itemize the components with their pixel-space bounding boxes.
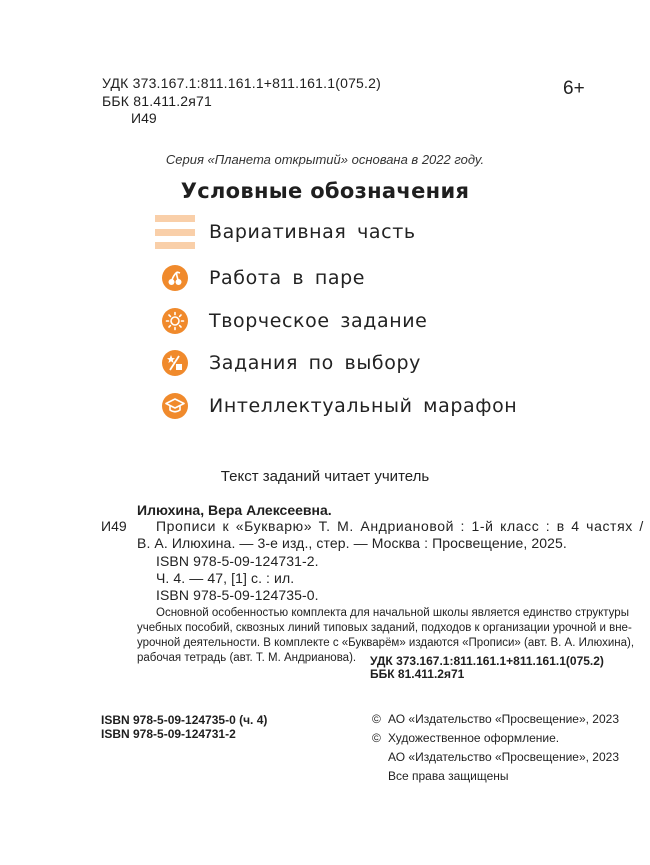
catalog-part: Ч. 4. — 47, [1] с. : ил. — [156, 570, 295, 586]
footer-isbn: ISBN 978-5-09-124731-2 — [101, 727, 236, 741]
legend-label: Вариативная часть — [209, 221, 416, 243]
bbk-code-top: ББК 81.411.2я71 — [102, 93, 213, 109]
catalog-isbn-1: ISBN 978-5-09-124731-2. — [156, 553, 319, 569]
author-index-top: И49 — [131, 110, 157, 126]
sun-creative-icon — [155, 301, 195, 341]
annotation-line: Основной особенностью комплекта для начальной школы является единство структуры — [156, 607, 629, 619]
legend-item-variative — [155, 212, 416, 252]
copyright-line — [372, 729, 559, 748]
variative-stripes-icon — [155, 212, 195, 252]
copyright-line: АО «Издательство «Просвещение», 2023 — [388, 750, 620, 764]
legend-label: Интеллектуальный марафон — [209, 395, 518, 417]
catalog-isbn-2: ISBN 978-5-09-124735-0. — [156, 587, 319, 603]
copyright-text: Художественное оформление. — [388, 731, 560, 745]
legend-label: Задания по выбору — [209, 352, 421, 374]
annotation-line: рабочая тетрадь (авт. Т. М. Андрианова). — [137, 652, 357, 664]
catalog-edition-line: В. А. Илюхина. — 3-е изд., стер. — Москва : Просвещение, 2025. — [137, 535, 567, 551]
legend-title: Условные обозначения — [180, 179, 470, 203]
udk-code-top: УДК 373.167.1:811.161.1+811.161.1(075.2) — [102, 75, 381, 91]
catalog-title-line: Прописи к «Букварю» Т. М. Андриановой : 1-й класс : в 4 частях / — [156, 518, 644, 534]
legend-label: Работа в паре — [209, 267, 366, 289]
catalog-author: Илюхина, Вера Алексеевна. — [137, 502, 332, 518]
copyright-symbol-icon: © — [372, 731, 381, 745]
series-note: Серия «Планета открытий» основана в 2022 году. — [165, 152, 485, 167]
legend-item-creative — [155, 301, 427, 341]
choice-shapes-icon — [155, 343, 195, 383]
annotation-line: урочной деятельности. В комплекте с «Букварём» издаются «Прописи» (авт. В. А. Илюхина), — [137, 637, 635, 649]
graduation-cap-icon — [155, 386, 195, 426]
catalog-bbk: ББК 81.411.2я71 — [370, 667, 465, 681]
legend-item-choice — [155, 343, 421, 383]
catalog-index: И49 — [101, 518, 127, 534]
legend-item-pair-work — [155, 258, 365, 298]
reader-note: Текст заданий читает учитель — [220, 468, 430, 485]
copyright-text: АО «Издательство «Просвещение», 2023 — [388, 712, 620, 726]
copyright-line — [372, 710, 619, 729]
annotation-line: учебных пособий, сквозных линий типовых заданий, подходов к организации урочной и вне- — [137, 622, 632, 634]
catalog-udk: УДК 373.167.1:811.161.1+811.161.1(075.2) — [370, 654, 604, 668]
legend-item-marathon — [155, 386, 517, 426]
legend-label: Творческое задание — [209, 310, 428, 332]
copyright-symbol-icon: © — [372, 712, 381, 726]
footer-isbn: ISBN 978-5-09-124735-0 (ч. 4) — [101, 713, 268, 727]
cherry-pair-icon — [155, 258, 195, 298]
age-rating: 6+ — [563, 78, 585, 99]
rights-reserved: Все права защищены — [388, 769, 509, 783]
